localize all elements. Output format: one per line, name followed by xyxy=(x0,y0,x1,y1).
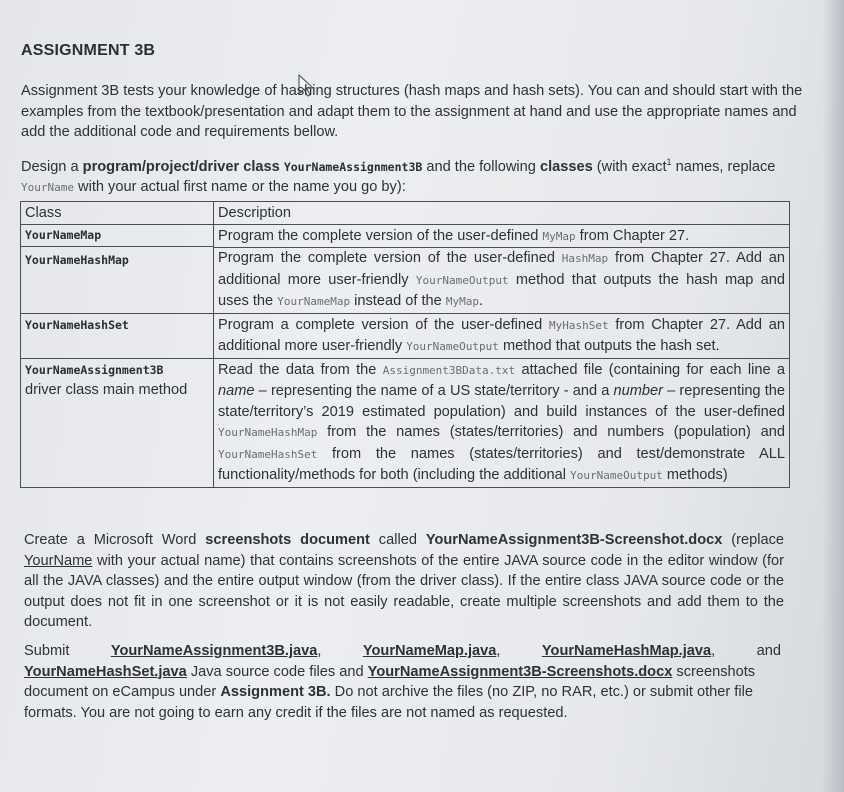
class-cell: YourNameMap YourNameHashMap xyxy=(21,224,214,313)
submit-paragraph: Submit YourNameAssignment3B.java, YourNameMap.java, YourNameHashMap.java, and YourNameHashSet.java Java source code files and YourNameAssignment3B-Screenshots.docx screenshots document on eCampus under Assignment 3B. Do not archive the files (no ZIP, no RAR, etc.) or submit other file formats. You are not going to earn any credit if the files are not named as requested. xyxy=(24,643,781,721)
description-cell: Program a complete version of the user-defined MyHashSet from Chapter 27. Add an additional more user-friendly YourNameOutput method that outputs the hash set. xyxy=(214,313,790,358)
class-cell: YourNameHashSet xyxy=(21,313,214,358)
classes-table xyxy=(20,201,790,488)
table-header-description: Description xyxy=(214,202,790,225)
description-cell: Read the data from the Assignment3BData.txt attached file (containing for each line a name – representing the name of a US state/territory - and a number – representing the state/territory’s 2019 estimated population) and build instances of the user-defined YourNameHashMap from the names (states/territories) and numbers (population) and YourNameHashSet from the names (states/territories) and test/demonstrate ALL functionality/methods for both (including the additional YourNameOutput methods) xyxy=(214,358,790,487)
page-edge-shadow xyxy=(822,0,844,792)
description-cell: Program the complete version of the user-defined MyMap from Chapter 27. Program the complete version of the user-defined HashMap from Chapter 27. Add an additional more user-friendly YourNameOutput method that outputs the hash map and uses the YourNameMap instead of the MyMap. xyxy=(214,224,790,313)
assignment-title: ASSIGNMENT 3B xyxy=(21,42,156,59)
table-row xyxy=(21,313,790,358)
screenshot-instructions-paragraph: Create a Microsoft Word screenshots document called YourNameAssignment3B-Screenshot.docx (replace YourName with your actual name) that contains screenshots of the entire JAVA source code in the editor window (for all the JAVA classes) and the entire output window (from the driver class). If the entire class JAVA source code or the output does not fit in one screenshot or it is not easily readable, create multiple screenshots and add them to the document. xyxy=(24,532,784,630)
table-row xyxy=(21,224,790,313)
table-header-class: Class xyxy=(21,202,214,225)
intro-paragraph: Assignment 3B tests your knowledge of hashing structures (hash maps and hash sets). You can and should start with the examples from the textbook/presentation and adapt them to the assignment at hand and use the appropriate names and add the additional code and requirements bellow. xyxy=(21,83,803,140)
table-header-row xyxy=(21,202,790,225)
design-paragraph: Design a program/project/driver class YourNameAssignment3B and the following classes (with exact$^1$ names, replace YourName with your actual first name or the name you go by): xyxy=(21,157,776,196)
table-row xyxy=(21,358,790,487)
class-cell: YourNameAssignment3B driver class main method xyxy=(21,358,214,487)
